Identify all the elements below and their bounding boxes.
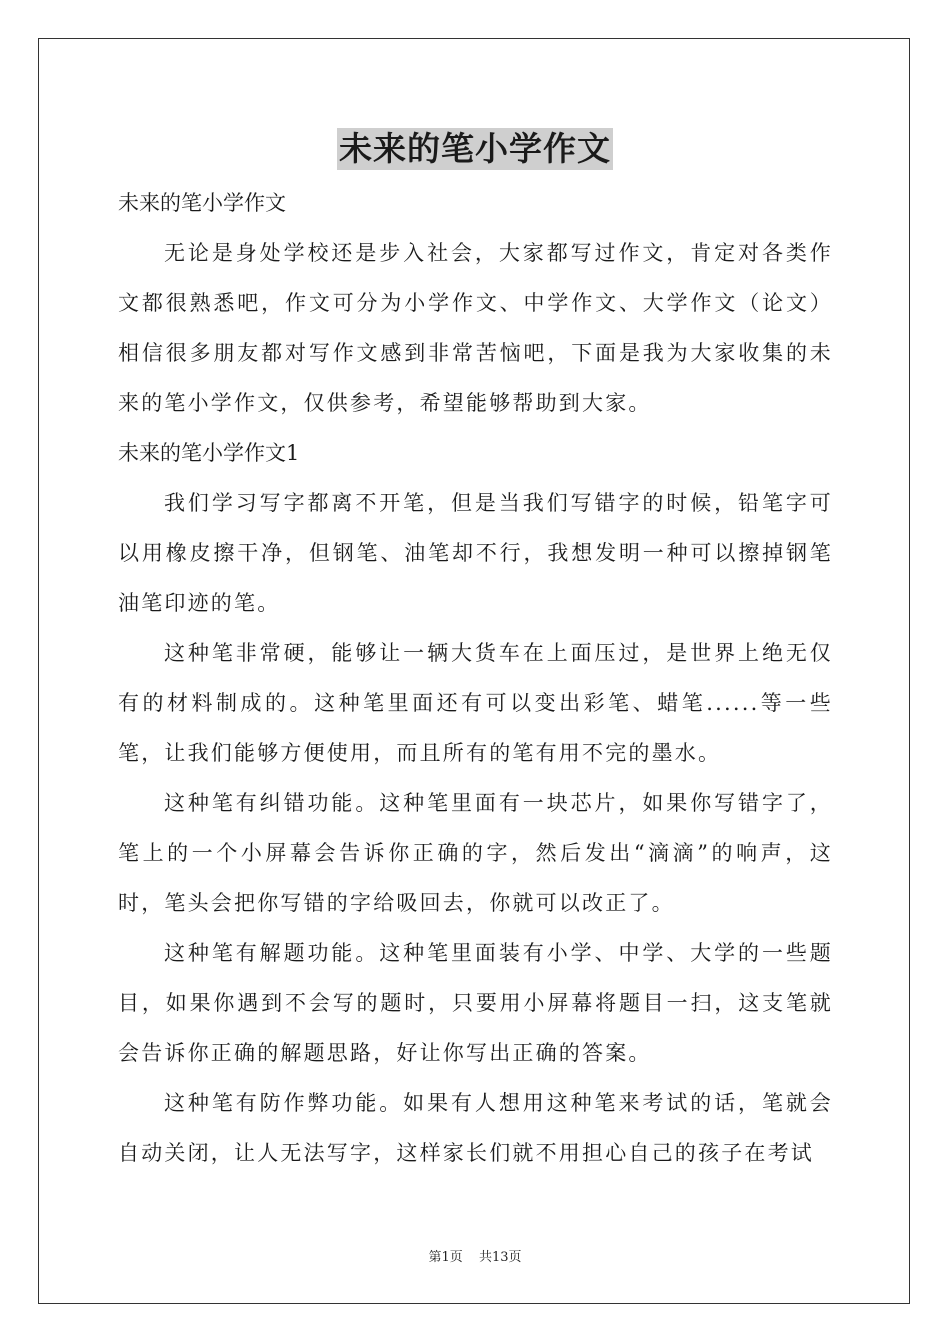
document-body xyxy=(118,178,833,1178)
document-title: 未来的笔小学作文 xyxy=(339,129,611,168)
section-heading: 未来的笔小学作文1 xyxy=(118,441,300,465)
body-paragraph: 我们学习写字都离不开笔，但是当我们写错字的时候，铅笔字可以用橡皮擦干净，但钢笔、油笔却不行，我想发明一种可以擦掉钢笔油笔印迹的笔。 xyxy=(118,491,833,615)
body-paragraph: 这种笔有解题功能。这种笔里面装有小学、中学、大学的一些题目，如果你遇到不会写的题时，只要用小屏幕将题目一扫，这支笔就会告诉你正确的解题思路，好让你写出正确的答案。 xyxy=(118,941,833,1065)
body-paragraph: 这种笔有纠错功能。这种笔里面有一块芯片，如果你写错字了，笔上的一个小屏幕会告诉你正确的字，然后发出“滴滴”的响声，这时，笔头会把你写错的字给吸回去，你就可以改正了。 xyxy=(118,791,833,915)
page-total: 共13页 xyxy=(478,1250,522,1265)
body-paragraph: 这种笔非常硬，能够让一辆大货车在上面压过，是世界上绝无仅有的材料制成的。这种笔里面还有可以变出彩笔、蜡笔......等一些笔，让我们能够方便使用，而且所有的笔有用不完的墨水。 xyxy=(118,641,833,765)
intro-paragraph: 无论是身处学校还是步入社会，大家都写过作文，肯定对各类作文都很熟悉吧，作文可分为小学作文、中学作文、大学作文（论文）相信很多朋友都对写作文感到非常苦恼吧，下面是我为大家收集的未来的笔小学作文，仅供参考，希望能够帮助到大家。 xyxy=(118,241,833,415)
body-paragraph: 这种笔有防作弊功能。如果有人想用这种笔来考试的话，笔就会自动关闭，让人无法写字，这样家长们就不用担心自己的孩子在考试 xyxy=(118,1091,833,1165)
page-number: 第1页 xyxy=(428,1250,463,1265)
document-subtitle: 未来的笔小学作文 xyxy=(118,191,286,215)
page-footer xyxy=(0,1246,950,1265)
document-title-block xyxy=(0,128,950,170)
